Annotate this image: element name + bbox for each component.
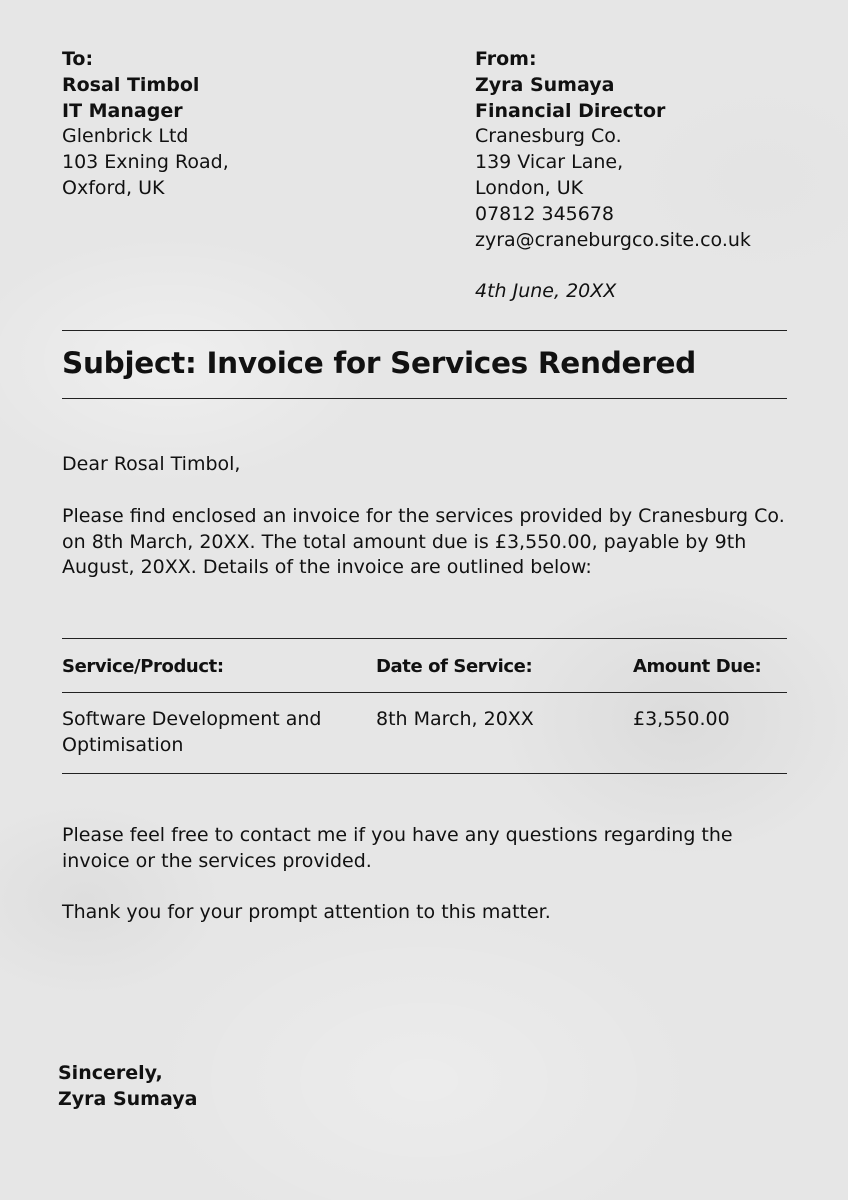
signer-name: Zyra Sumaya [58, 1088, 198, 1110]
table-top-divider [62, 638, 787, 639]
thanks-paragraph: Thank you for your prompt attention to this matter. [62, 901, 551, 923]
table-bottom-divider [62, 773, 787, 774]
sender-name: Zyra Sumaya [475, 73, 615, 96]
recipient-address-line2: Oxford, UK [62, 176, 165, 199]
sender-phone: 07812 345678 [475, 202, 615, 225]
sender-email: zyra@craneburgco.site.co.uk [475, 228, 751, 251]
table-header-date: Date of Service: [376, 656, 533, 677]
table-header-divider [62, 692, 787, 693]
intro-paragraph: Please find enclosed an invoice for the services provided by Cranesburg Co. on 8th March, 20XX. The total amount due is £3,550.00, payable by 9th August, 20XX. Details of the invoice are outlined below: [62, 505, 785, 578]
subject-top-divider [62, 330, 787, 331]
recipient-name: Rosal Timbol [62, 73, 200, 96]
sign-off: Sincerely, [58, 1062, 163, 1084]
greeting: Dear Rosal Timbol, [62, 453, 241, 475]
recipient-title: IT Manager [62, 99, 183, 122]
sender-company: Cranesburg Co. [475, 125, 622, 148]
sender-label: From: [475, 48, 537, 70]
recipient-block [62, 47, 229, 202]
table-cell-service: Software Development and Optimisation [62, 708, 322, 756]
letter-date: 4th June, 20XX [475, 280, 617, 302]
subject-heading: Subject: Invoice for Services Rendered [62, 346, 696, 380]
contact-paragraph: Please feel free to contact me if you have any questions regarding the invoice or the services provided. [62, 824, 733, 872]
recipient-label: To: [62, 48, 94, 70]
table-cell-date: 8th March, 20XX [376, 708, 534, 730]
sender-address-line1: 139 Vicar Lane, [475, 151, 624, 174]
sender-address-line2: London, UK [475, 176, 584, 199]
sender-title: Financial Director [475, 99, 666, 122]
table-header-amount: Amount Due: [633, 656, 762, 677]
recipient-address-line1: 103 Exning Road, [62, 151, 229, 174]
table-header-service: Service/Product: [62, 656, 224, 677]
signature-block [58, 1060, 197, 1112]
table-cell-amount: £3,550.00 [633, 708, 730, 730]
subject-bottom-divider [62, 398, 787, 399]
recipient-company: Glenbrick Ltd [62, 125, 189, 148]
sender-block [475, 47, 751, 253]
